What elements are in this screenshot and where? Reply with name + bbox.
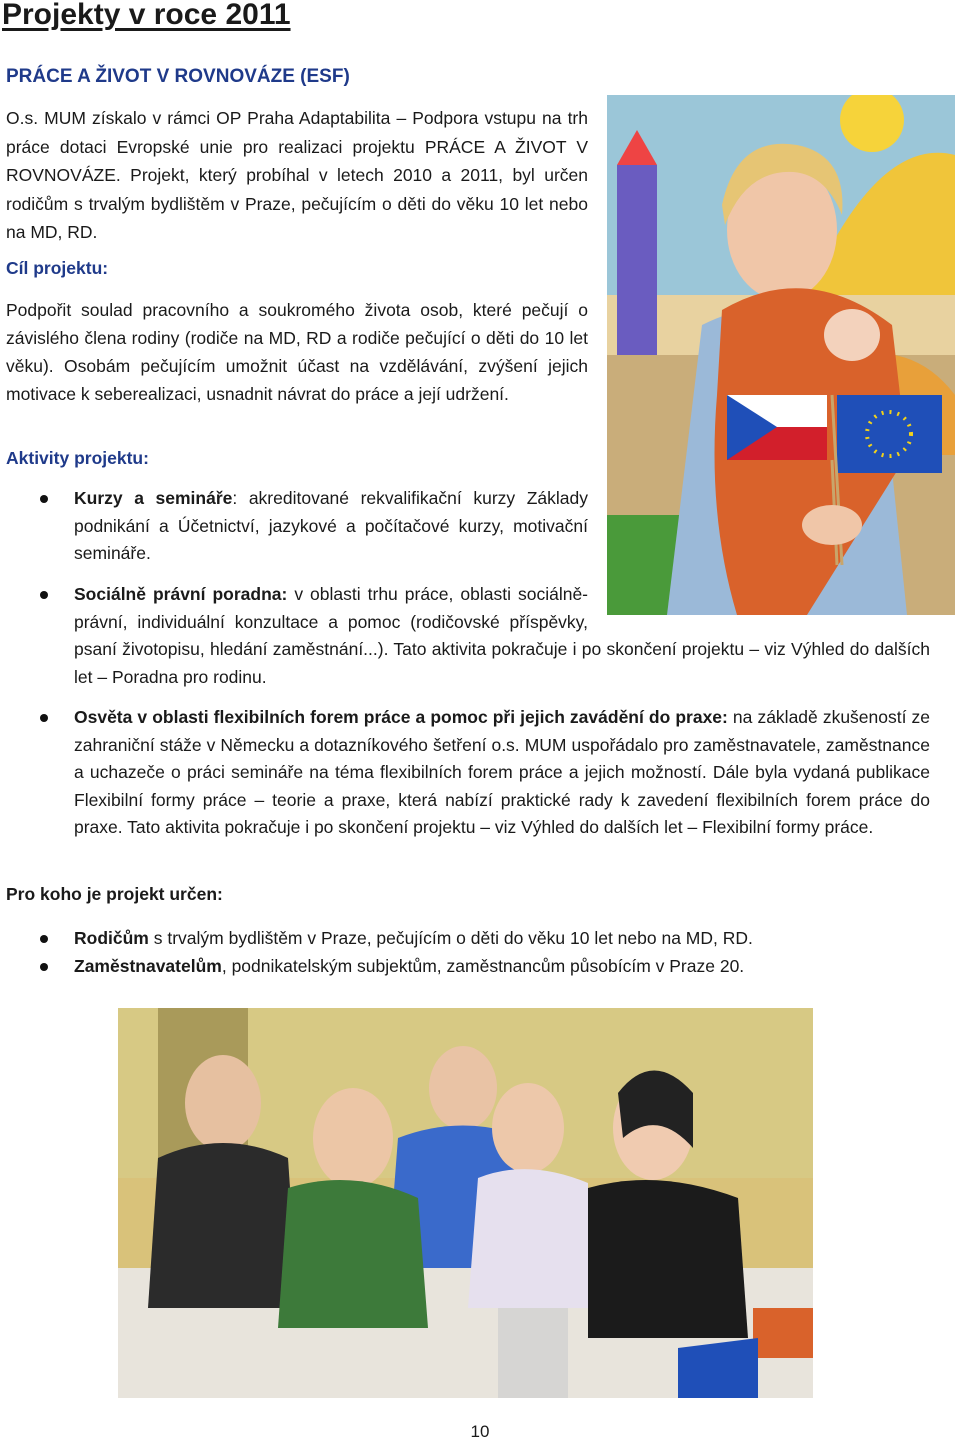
page-number: 10 <box>470 1422 490 1441</box>
target-title: Zaměstnavatelům <box>74 956 222 976</box>
goal-paragraph: Podpořit soulad pracovního a soukromého života osob, které pečují o závislého člena rodiny (rodiče na MD, RD a rodiče pečující o děti do 10 let věku). Osobám pečujícím umožnit účast na vzdělávání, zvýšení jejich motivace k seberealizaci, usnadnit návrat do práce a její udržení. <box>6 300 588 404</box>
target-text: s trvalým bydlištěm v Praze, pečujícím o děti do věku 10 let nebo na MD, RD. <box>148 928 753 948</box>
activity-title: Kurzy a semináře <box>74 488 233 508</box>
goal-heading: Cíl projektu: <box>6 258 109 278</box>
activities-heading: Aktivity projektu: <box>6 448 149 468</box>
activity-title: Osvěta v oblasti flexibilních forem práce a pomoc při jejich zavádění do praxe: <box>74 707 728 727</box>
activity-text: na základě zkušeností ze zahraniční stáže v Německu a dotazníkového šetření o.s. MUM uspořádalo pro zaměstnavatele, zaměstnance a uchazeče o práci semináře na téma flexibilních forem práce a jejich možností. Dále byla vydaná publikace Flexibilní formy práce – teorie a praxe, která nabízí praktické rady k zavedení flexibilních forem práce do praxe. Tato aktivita pokračuje i po skončení projektu – viz Výhled do dalších let – Flexibilní formy práce. <box>74 707 931 837</box>
target-heading: Pro koho je projekt určen: <box>6 884 223 904</box>
target-title: Rodičům <box>74 928 149 948</box>
bullet-icon <box>40 963 48 971</box>
bullet-icon <box>40 495 48 503</box>
intro-paragraph: O.s. MUM získalo v rámci OP Praha Adaptabilita – Podpora vstupu na trh práce dotaci Evropské unie pro realizaci projektu PRÁCE A ŽIVOT V ROVNOVÁZE. Projekt, který probíhal v letech 2010 a 2011, byl určen rodičům s trvalým bydlištěm v Praze, pečujícím o děti do věku 10 let nebo na MD, RD. <box>6 108 588 243</box>
group-workshop-photo <box>118 1008 813 1398</box>
photo-illustration <box>118 1008 813 1398</box>
activity-text: : akreditované rekvalifikační kurzy Základy podnikání a Účetnictví, jazykové a počítačové kurzy, motivační semináře. <box>74 488 588 563</box>
photo-illustration <box>607 95 955 615</box>
activity-item <box>74 704 930 842</box>
page-title: Projekty v roce 2011 <box>2 0 291 31</box>
activity-text: v oblasti trhu práce, oblasti sociálně-právní, individuální konzultace a pomoc (rodičovské příspěvky, psaní životopisu, hledání zaměstnání...). Tato aktivita pokračuje i po skončení projektu – viz Výhled do dalších let – Poradna pro rodinu. <box>74 584 930 687</box>
bullet-icon <box>40 591 48 599</box>
activity-title: Sociálně právní poradna: <box>74 584 288 604</box>
activity-item <box>74 485 588 568</box>
target-item <box>74 953 934 981</box>
bullet-icon <box>40 714 48 722</box>
target-item <box>74 925 934 953</box>
target-text: , podnikatelským subjektům, zaměstnancům působícím v Praze 20. <box>221 956 745 976</box>
mother-with-baby-photo <box>607 95 955 615</box>
project-name: PRÁCE A ŽIVOT V ROVNOVÁZE (ESF) <box>6 66 350 87</box>
bullet-icon <box>40 935 48 943</box>
